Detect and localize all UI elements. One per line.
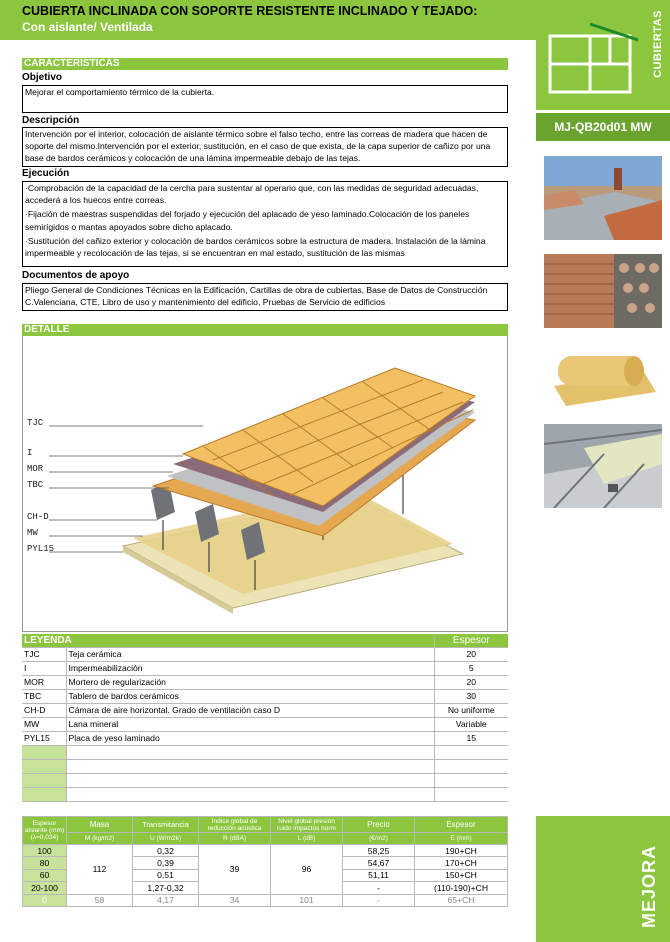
documentos-heading: Documentos de apoyo [22,270,130,281]
house-section-icon [542,14,642,104]
legend-desc: Lana mineral [66,717,434,731]
props-precio: 58,25 [343,845,415,857]
props-r: 34 [199,894,271,906]
props-units-row [23,833,508,845]
objetivo-box [22,85,508,113]
legend-empty-row [22,773,508,787]
documentos-text: Pliego General de Condiciones Técnicas en la Edificación, Cartillas de obra de cubiertas, Base de Datos de Construcción C.Valenciana, CTE, Libro de uso y mantenimiento del edificio, Pruebas de Servicio de edificios [25,285,488,308]
ejecucion-box [22,181,508,267]
descripcion-heading: Descripción [22,115,80,126]
legend-desc: Cámara de aire horizontal. Grado de ventilación caso D [66,703,434,717]
legend-value: No uniforme [434,703,508,717]
legend-code: TBC [22,689,66,703]
props-esp: 80 [23,857,67,869]
properties-table [22,816,508,907]
descripcion-text: Intervención por el interior, colocación de aislante térmico sobre el falso techo, entre las correas de madera que hacen de soporte del mismo.Intervención por el exterior, sustitución, en el caso de que exista, de la capa superior de cañizo por una base de bardos cerámicos y colocación de una lámina impermeable debajo de las tejas. [25,129,491,164]
legend-empty-row [22,759,508,773]
props-r: 39 [199,845,271,895]
documentos-box [22,283,508,311]
legend-row [22,689,508,703]
legend-code: MW [22,717,66,731]
legend-code: TJC [22,647,66,661]
props-precio: 51,11 [343,869,415,881]
legend-value: 5 [434,661,508,675]
ejecucion-line-3: ·Sustitución del cañizo exterior y colocación de bardos cerámicos sobre la estructura de madera. Instalación de la lámina impermeable y recolocación de las tejas, si se encuentran en mal estado, sustitución de las mismas [25,235,486,259]
props-esp: 20-100 [23,882,67,894]
legend-row [22,675,508,689]
sheet-code: MJ-QB20d01 MW [536,113,670,141]
props-unit-u: U (W/m2k) [133,833,199,845]
props-precio: - [343,894,415,906]
detail-label-tbc: TBC [27,480,44,490]
page-title: CUBIERTA INCLINADA CON SOPORTE RESISTENTE INCLINADO Y TEJADO: [22,4,478,18]
detail-label-mor: MOR [27,464,44,474]
legend-code: MOR [22,675,66,689]
legend-desc: Mortero de regularización [66,675,434,689]
section-caracteristicas: CARACTERÍSTICAS [22,58,508,70]
category-label: MEJORA [639,844,659,928]
props-e: (110-190)+CH [415,882,508,894]
props-e: 170+CH [415,857,508,869]
detail-label-tjc: TJC [27,418,44,428]
legend-desc: Teja cerámica [66,647,434,661]
detail-label-i: I [27,448,33,458]
props-header-row [23,817,508,833]
props-unit-r: R (dBA) [199,833,271,845]
legend-row [22,703,508,717]
props-unit-l: L (dB) [271,833,343,845]
detail-label-mw: MW [27,528,38,538]
legend-row [22,661,508,675]
legend-desc: Placa de yeso laminado [66,731,434,745]
legend-value: 30 [434,689,508,703]
sidebar-top [536,0,670,110]
props-head-masa: Masa [67,817,133,833]
props-e: 190+CH [415,845,508,857]
roof-section-drawing [23,336,507,630]
props-head-transmitancia: Transmitancia [133,817,199,833]
props-precio: - [343,882,415,894]
photo-roof-tiles [544,254,662,328]
sidebar-section-label: CUBIERTAS [652,10,664,78]
objetivo-text: Mejorar el comportamiento térmico de la cubierta. [25,87,215,97]
photo-ceiling-installation [544,424,662,508]
props-u: 0,39 [133,857,199,869]
legend-value: 20 [434,647,508,661]
props-unit-e: E (mm) [415,833,508,845]
legend-heading: LEYENDA [22,634,434,647]
props-esp: 100 [23,845,67,857]
legend-row [22,647,508,661]
legend-empty-row [22,745,508,759]
ejecucion-line-1: ·Comprobación de la capacidad de la cercha para sustentar al operario que, con las medidas de seguridad adecuadas, accederá a los huecos entre correas. [25,183,479,206]
sidebar-bottom [536,816,670,942]
legend-value: 15 [434,731,508,745]
legend-espesor-heading: Espesor [434,634,508,647]
legend-value: 20 [434,675,508,689]
legend-code: I [22,661,66,675]
props-unit-masa: M (kg/m2) [67,833,133,845]
props-l: 101 [271,894,343,906]
props-masa: 112 [67,845,133,895]
props-head-reduccion: Índice global de reducción acústica [199,817,271,833]
detalle-drawing-area [22,336,508,632]
legend-desc: Impermeabilización [66,661,434,675]
header-banner [0,0,536,40]
props-precio: 54,67 [343,857,415,869]
photo-rooftops [544,156,662,240]
photo-mineral-wool-roll [544,342,662,410]
legend-row [22,717,508,731]
page-subtitle: Con aislante/ Ventilada [22,20,153,34]
props-head-impactos: Nivel global presión ruido impactos norm [271,817,343,833]
props-l: 96 [271,845,343,895]
props-row-baseline [23,894,508,906]
props-u: 4,17 [133,894,199,906]
props-head-espesor-aislante: Espesor aislante (mm) (λ=0,034) [23,817,67,845]
legend-table [22,634,508,802]
legend-row [22,731,508,745]
props-e: 150+CH [415,869,508,881]
legend-header-row [22,634,508,647]
props-u: 0,51 [133,869,199,881]
props-unit-precio: (€/m2) [343,833,415,845]
legend-empty-row [22,787,508,801]
props-esp: 60 [23,869,67,881]
legend-value: Variable [434,717,508,731]
detail-label-pyl15: PYL15 [27,544,55,554]
ejecucion-heading: Ejecución [22,168,70,179]
ejecucion-line-2: ·Fijación de maestras suspendidas del forjado y ejecución del aplacado de yeso laminado.Colocación de los paneles semirígidos o mantas apoyados sobre dicho aplacado. [25,209,470,232]
objetivo-heading: Objetivo [22,72,63,83]
props-head-espesor: Espesor [415,817,508,833]
props-esp: 0 [23,894,67,906]
props-e: 65+CH [415,894,508,906]
legend-code: PYL15 [22,731,66,745]
props-row [23,845,508,857]
section-detalle: DETALLE [22,324,508,336]
detail-label-chd: CH-D [27,512,49,522]
descripcion-box [22,127,508,167]
legend-desc: Tablero de bardos cerámicos [66,689,434,703]
props-u: 0,32 [133,845,199,857]
props-masa: 58 [67,894,133,906]
props-head-precio: Precio [343,817,415,833]
legend-code: CH-D [22,703,66,717]
props-u: 1,27-0,32 [133,882,199,894]
sidebar [536,0,670,942]
